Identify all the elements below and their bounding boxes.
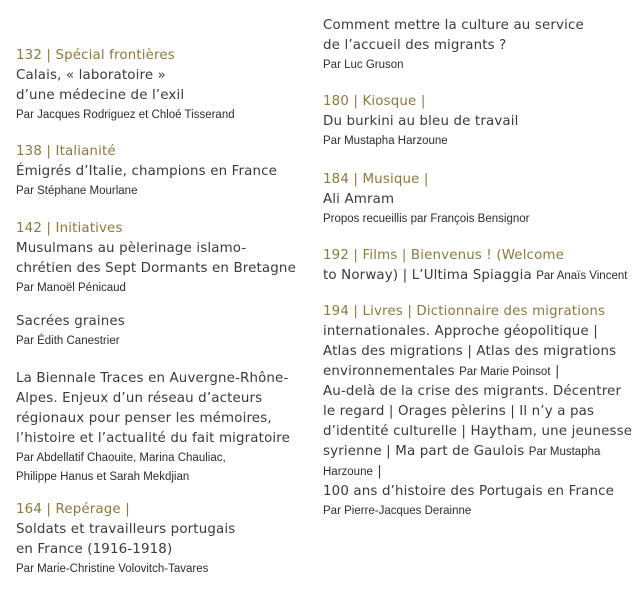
book-title: environnementales [323, 364, 455, 379]
article-title-line: de l’accueil des migrants ? [323, 38, 507, 53]
article-title-line: le regard | Orages pèlerins | Il n’y a pas [323, 404, 595, 419]
article-title-line [323, 362, 635, 382]
toc-entry-italianite [16, 142, 306, 201]
article-title-line: Atlas des migrations | Atlas des migrations [323, 344, 617, 359]
author: Harzoune [323, 466, 373, 478]
separator: | [550, 364, 560, 379]
article-title-line: Ali Amram [323, 192, 395, 207]
author: Par Anaïs Vincent [536, 270, 628, 282]
author: Philippe Hanus et Sarah Mekdjian [16, 471, 190, 483]
article-title-line: Alpes. Enjeux d’un réseau d’acteurs [16, 391, 263, 406]
article-title-line: d’identité culturelle | Haytham, une jeunesse [323, 424, 633, 439]
author: Par Mustapha Harzoune [323, 135, 448, 147]
book-title: syrienne | Ma part de Gaulois [323, 444, 525, 459]
article-title-line: internationales. Approche géopolitique | [323, 324, 598, 339]
section-heading: 132 | Spécial frontières [16, 48, 175, 63]
article-title-line: 100 ans d’histoire des Portugais en France [323, 484, 615, 499]
article-title-line: Musulmans au pèlerinage islamo- [16, 241, 247, 256]
article-title-line: Soldats et travailleurs portugais [16, 522, 236, 537]
article-title-line: chrétien des Sept Dormants en Bretagne [16, 261, 296, 276]
article-title-line [323, 462, 635, 482]
author: Par Marie Poinsot [459, 366, 551, 378]
author: Par Manoël Pénicaud [16, 282, 126, 294]
article-title-line [323, 266, 635, 286]
toc-entry-musique [323, 170, 635, 229]
toc-entry-reperage [16, 500, 306, 579]
article-title-line: en France (1916-1918) [16, 542, 173, 557]
author: Par Abdellatif Chaouite, Marina Chauliac, [16, 452, 226, 464]
toc-entry-films [323, 246, 635, 286]
section-heading: 184 | Musique | [323, 172, 429, 187]
toc-entry-kiosque [323, 92, 635, 151]
toc-entry-biennale-traces [16, 369, 306, 487]
section-heading: 194 | Livres | Dictionnaire des migrations [323, 304, 606, 319]
section-heading: 164 | Repérage | [16, 502, 130, 517]
article-title-line: Émigrés d’Italie, champions en France [16, 164, 278, 179]
author: Par Luc Gruson [323, 59, 404, 71]
article-title-line: l’histoire et l’actualité du fait migratoire [16, 431, 291, 446]
article-title-line: Comment mettre la culture au service [323, 18, 584, 33]
article-title-line: régionaux pour penser les mémoires, [16, 411, 272, 426]
section-heading: 180 | Kiosque | [323, 94, 426, 109]
toc-entry-culture-accueil [323, 16, 635, 75]
author: Par Jacques Rodriguez et Chloé Tisserand [16, 109, 235, 121]
section-heading: 192 | Films | Bienvenus ! (Welcome [323, 248, 564, 263]
section-heading: 142 | Initiatives [16, 221, 123, 236]
article-title-line: d’une médecine de l’exil [16, 88, 185, 103]
separator: | [372, 464, 382, 479]
author: Propos recueillis par François Bensignor [323, 213, 530, 225]
author: Par Pierre-Jacques Derainne [323, 505, 472, 517]
article-title-line: La Biennale Traces en Auvergne-Rhône- [16, 371, 289, 386]
toc-entry-sacrees-graines [16, 312, 306, 351]
section-heading: 138 | Italianité [16, 144, 116, 159]
article-title-line: Du burkini au bleu de travail [323, 114, 519, 129]
toc-entry-special-frontieres [16, 46, 306, 125]
author: Par Mustapha [528, 446, 601, 458]
article-title-line: Sacrées graines [16, 314, 125, 329]
films-titles: to Norway) | L’Ultima Spiaggia [323, 268, 532, 283]
article-title-line: Au-delà de la crise des migrants. Décentrer [323, 384, 622, 399]
toc-entry-livres [323, 302, 635, 521]
toc-entry-initiatives [16, 219, 306, 298]
article-title-line: Calais, « laboratoire » [16, 68, 166, 83]
author: Par Édith Canestrier [16, 335, 120, 347]
author: Par Marie-Christine Volovitch-Tavares [16, 563, 209, 575]
article-title-line [323, 442, 635, 462]
author: Par Stéphane Mourlane [16, 185, 138, 197]
